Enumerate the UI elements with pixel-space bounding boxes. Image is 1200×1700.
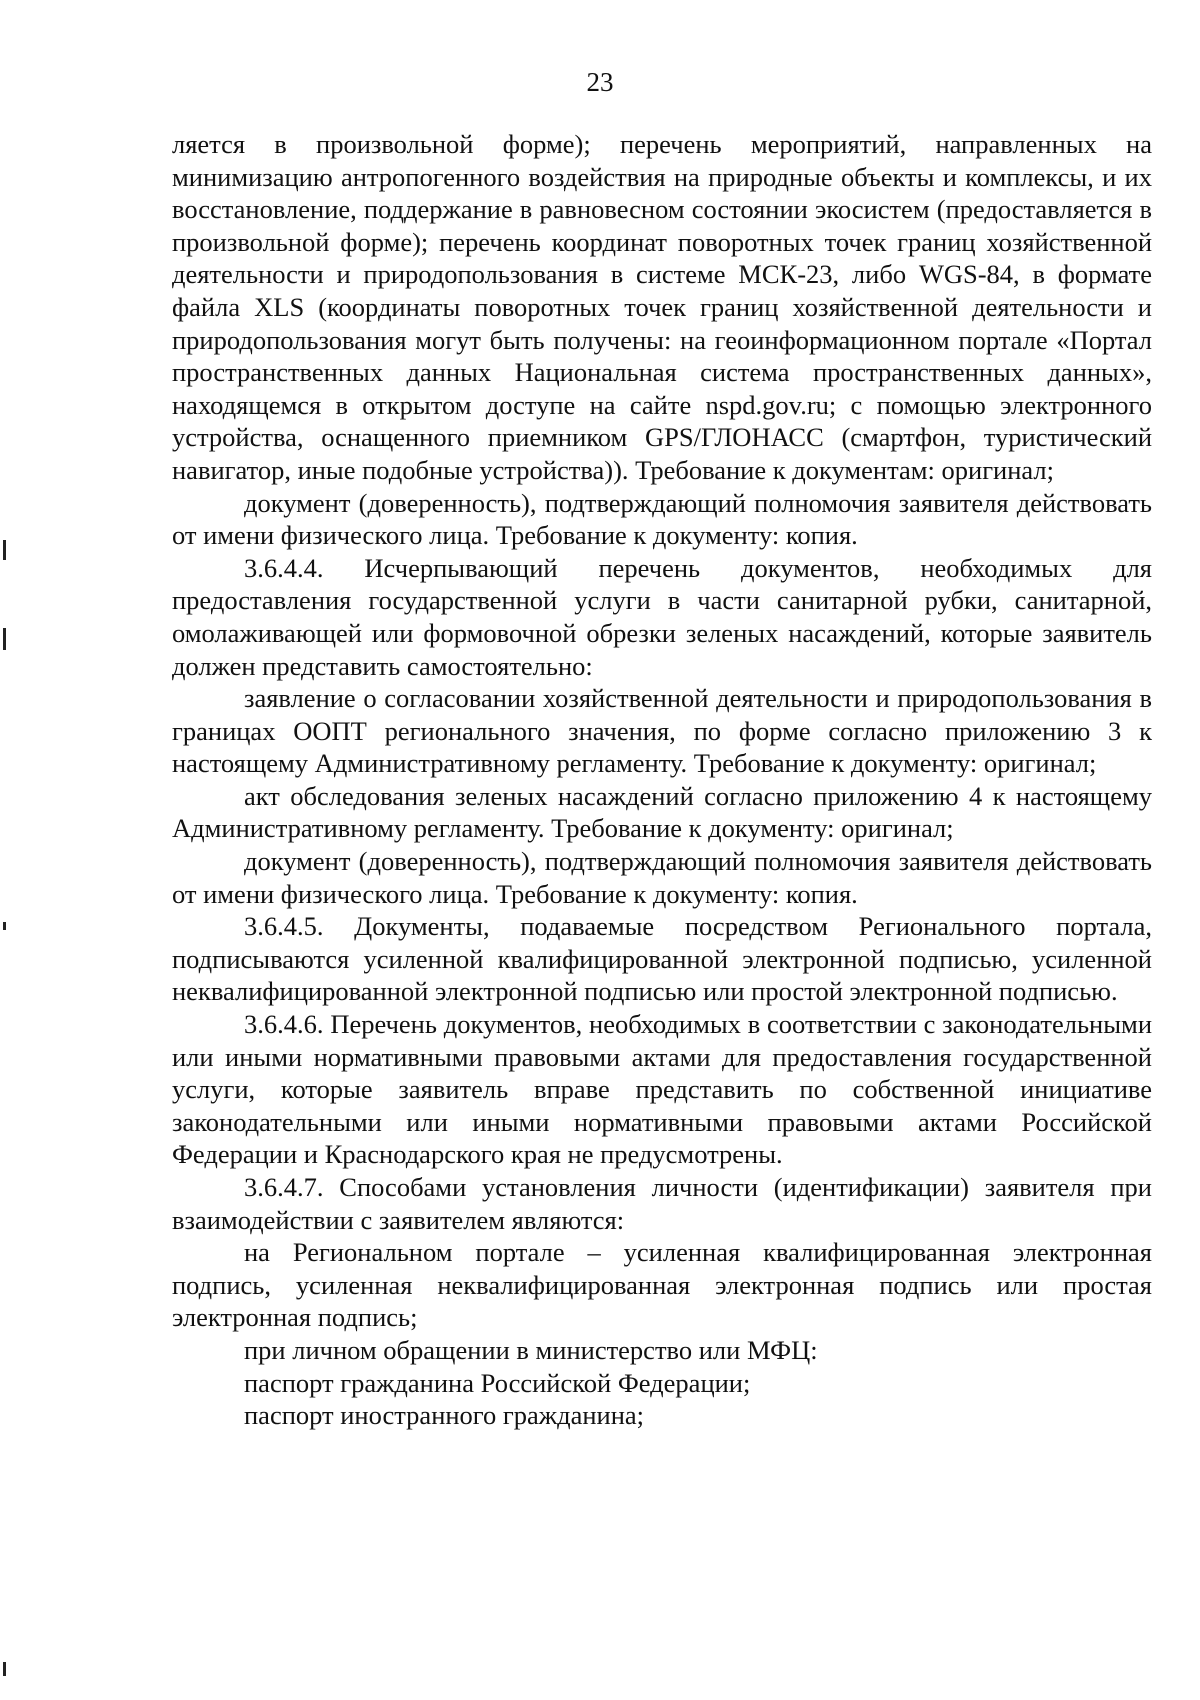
scan-mark-4 [3, 1662, 6, 1676]
paragraph: 3.6.4.4. Исчерпывающий перечень документов, необходимых для предоставления государственной услуги в части санитарной рубки, санитарной, омолаживающей или формовочной обрезки зеленых насаждений, которые заявитель должен представить самостоятельно: [172, 552, 1152, 681]
paragraph: акт обследования зеленых насаждений согласно приложению 4 к настоящему Административному регламенту. Требование к документу: оригинал; [172, 780, 1152, 844]
document-body [172, 128, 1152, 1432]
page-number: 23 [586, 67, 614, 97]
paragraph: 3.6.4.6. Перечень документов, необходимых в соответствии с законодательными или иными нормативными правовыми актами для предоставления государственной услуги, которые заявитель вправе представить по собственной инициативе законодательными или иными нормативными правовыми актами Российской Федерации и Краснодарского края не предусмотрены. [172, 1009, 1152, 1170]
paragraph: 3.6.4.5. Документы, подаваемые посредством Регионального портала, подписываются усиленной квалифицированной электронной подписью, усиленной неквалифицированной электронной подписью или простой электронной подписью. [172, 911, 1152, 1007]
paragraph: заявление о согласовании хозяйственной деятельности и природопользования в границах ООПТ регионального значения, по форме согласно приложению 3 к настоящему Административному регламенту. Требование к документу: оригинал; [172, 683, 1152, 779]
paragraph: 3.6.4.7. Способами установления личности (идентификации) заявителя при взаимодействии с заявителем являются: [172, 1172, 1152, 1235]
scan-mark-2 [3, 628, 6, 650]
paragraph: паспорт иностранного гражданина; [244, 1400, 644, 1431]
paragraph: на Региональном портале – усиленная квалифицированная электронная подпись, усиленная неквалифицированная электронная подпись или простая электронная подпись; [172, 1237, 1152, 1333]
paragraph: документ (доверенность), подтверждающий полномочия заявителя действовать от имени физического лица. Требование к документу: копия. [172, 487, 1152, 551]
paragraph: паспорт гражданина Российской Федерации; [244, 1367, 751, 1398]
paragraph: документ (доверенность), подтверждающий полномочия заявителя действовать от имени физического лица. Требование к документу: копия. [172, 846, 1152, 909]
paragraph: при личном обращении в министерство или МФЦ: [244, 1334, 818, 1365]
scan-mark-1 [3, 540, 6, 560]
scan-mark-3 [3, 922, 6, 930]
paragraph: ляется в произвольной форме); перечень мероприятий, направленных на минимизацию антропогенного воздействия на природные объекты и комплексы, и их восстановление, поддержание в равновесном состоянии экосистем (предоставляется в произвольной форме); перечень координат поворотных точек границ хозяйственной деятельности и природопользования в системе МСК-23, либо WGS-84, в формате файла XLS (координаты поворотных точек границ хозяйственной деятельности и природопользования могут быть получены: на геоинформационном портале «Портал пространственных данных Национальная система пространственных данных», находящемся в открытом доступе на сайте nspd.gov.ru; с помощью электронного устройства, оснащенного приемником GPS/ГЛОНАСС (смартфон, туристический навигатор, иные подобные устройства)). Требование к документам: оригинал; [172, 129, 1152, 485]
